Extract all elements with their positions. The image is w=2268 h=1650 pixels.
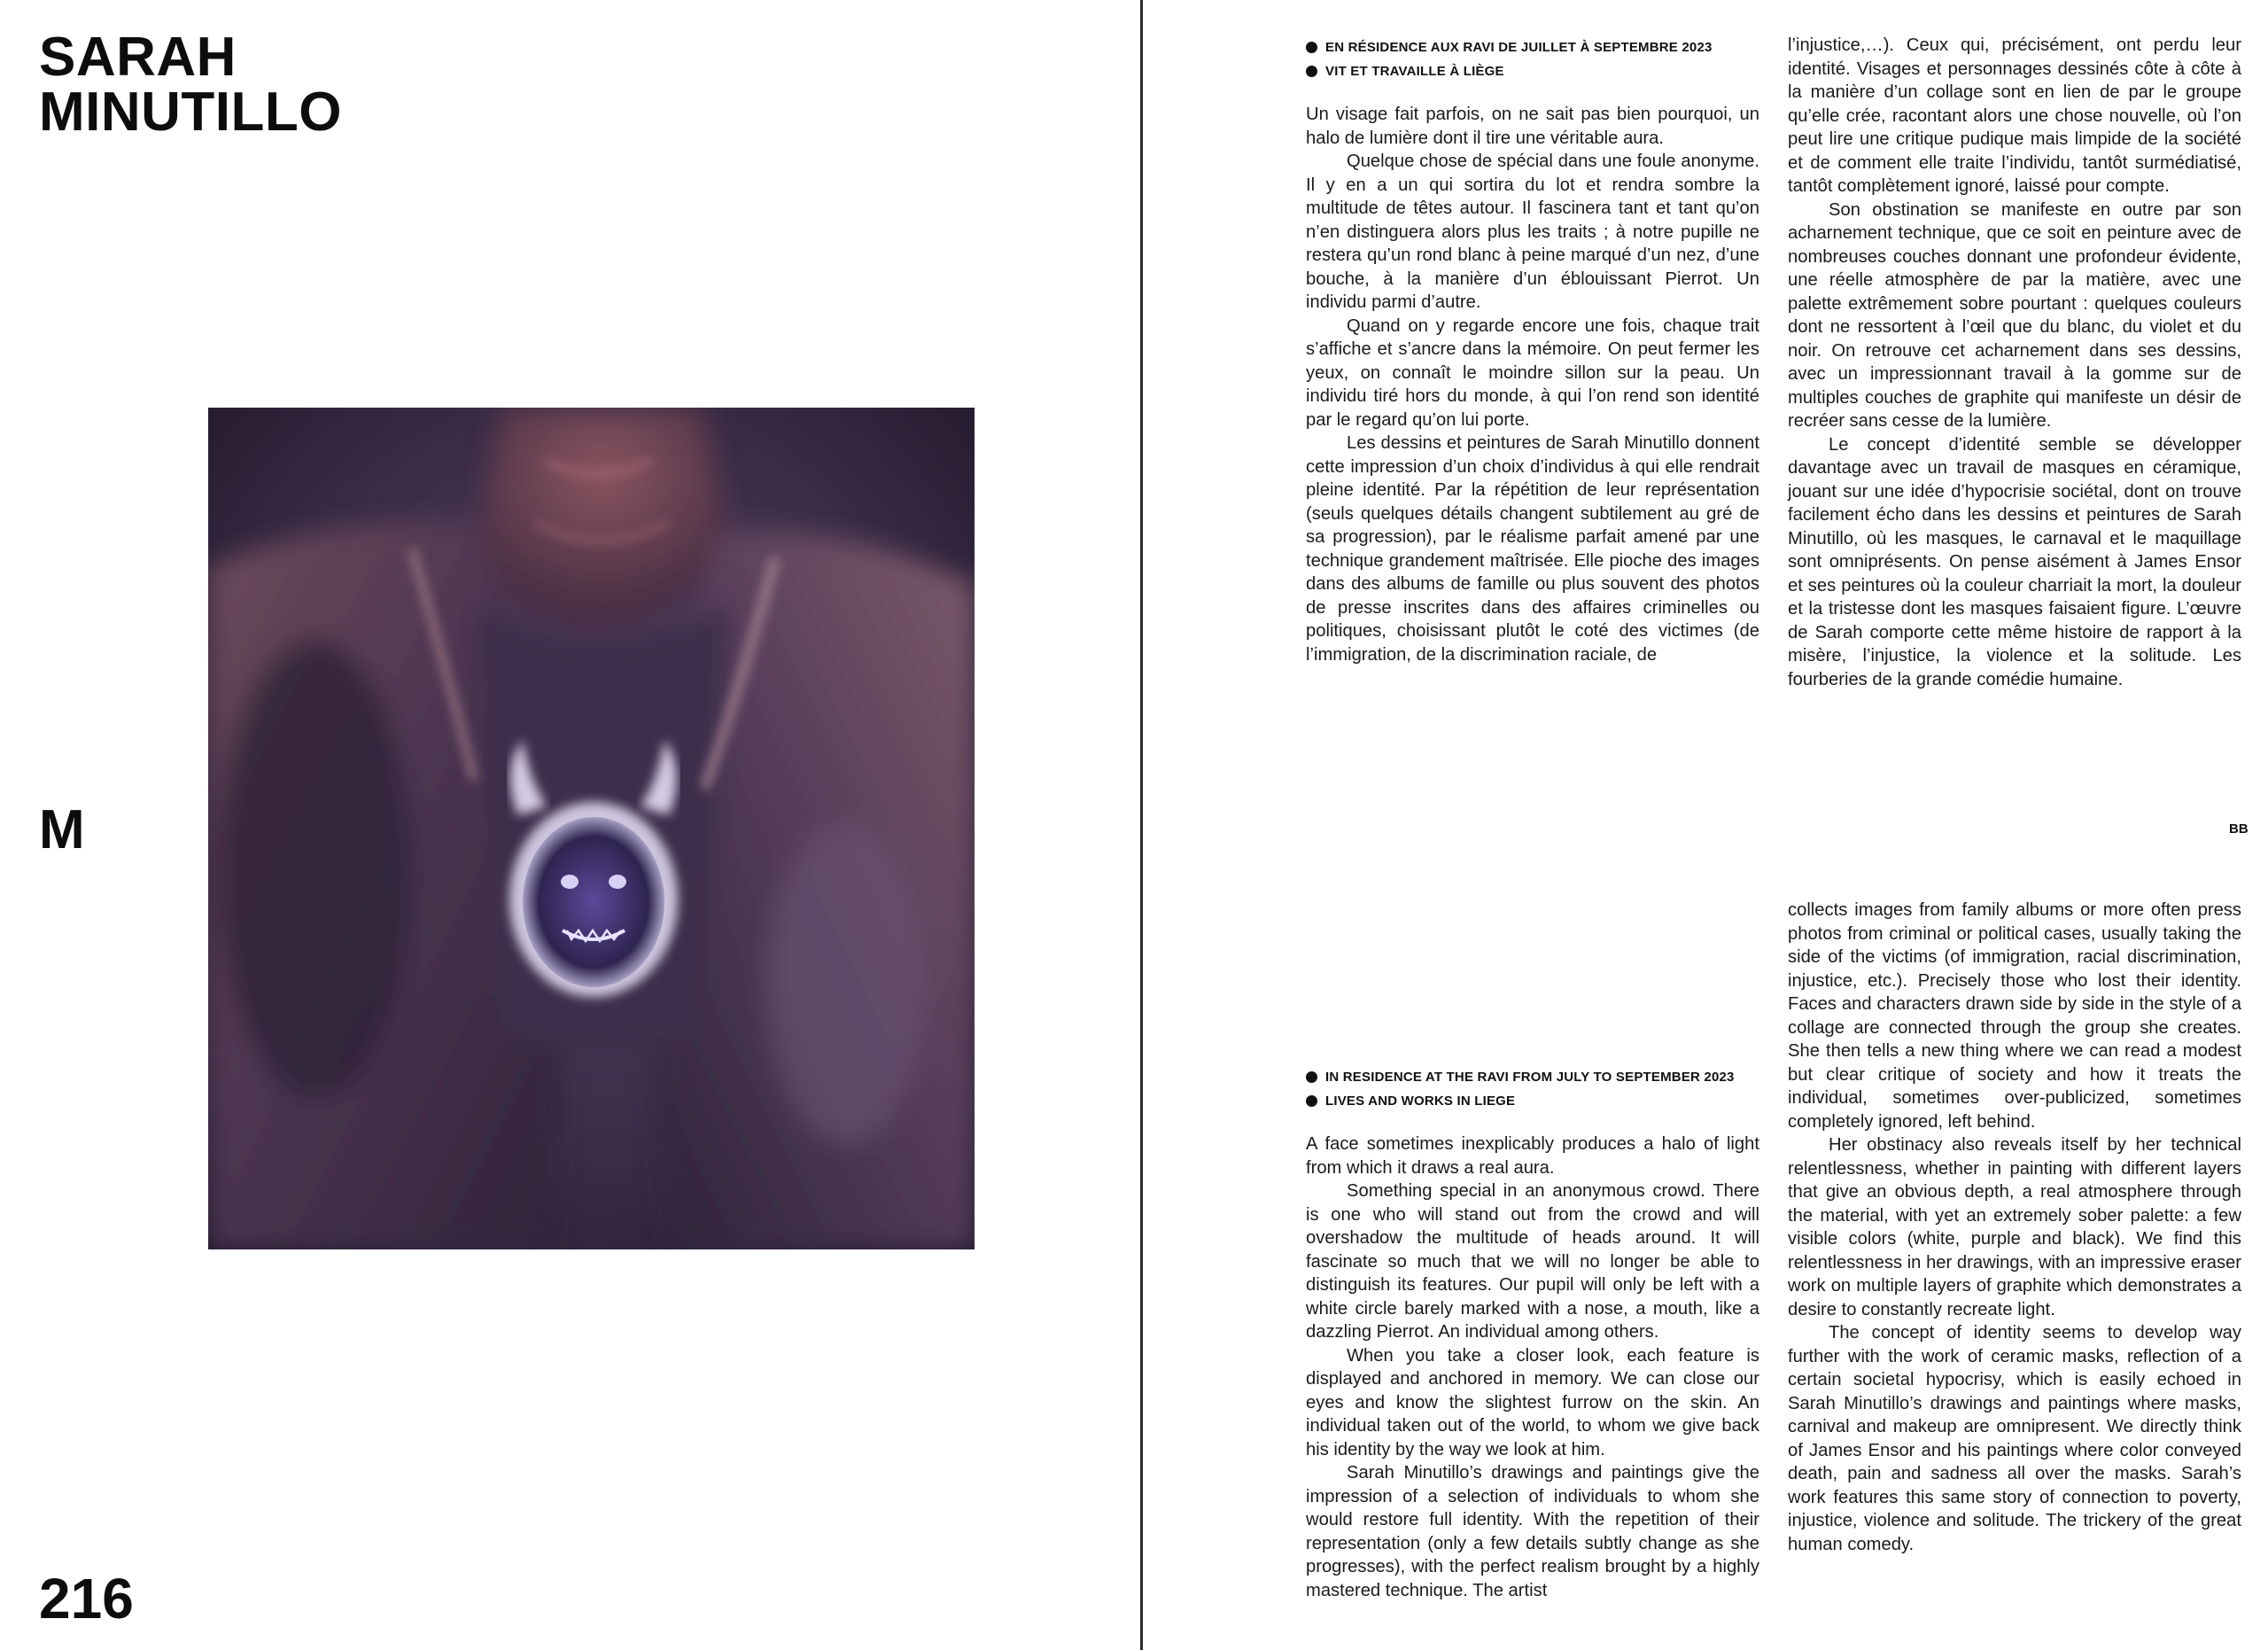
paragraph: Sarah Minutillo’s drawings and paintings give the impression of a selection of individuals to whom she would restore full identity. With the repetition of their representation (only a few details subtly change as she progresses), with the perfect realism brought by a highly mastered technique. The artist [1306,1463,1759,1600]
right-page [1143,0,2268,1650]
paragraph: Les dessins et peintures de Sarah Minutillo donnent cette impression d’un choix d’individus à qui elle rendrait pleine identité. Par la répétition de leur représentation (seuls quelques détails changent subtilement au gré de sa progression), par le réalisme parfait amené par une technique grandement maîtrisée. Elle pioche des images dans des albums de famille ou plus souvent des photos de presse inscrites dans des affaires criminelles ou politiques, choisissant plutôt le coté des victimes (de l’immigration, de la discrimination raciale, de [1306,433,1759,665]
bullet-dot-icon [1306,42,1317,53]
paragraph: Son obstination se manifeste en outre par son acharnement technique, que ce soit en peinture avec de nombreuses couches donnant une profondeur évidente, une réelle atmosphère de par la matière, avec une palette extrêmement sobre pourtant : quelques couleurs dont ne ressortent à l’œil que du blanc, du violet et du noir. On retrouve cet acharnement dans ses dessins, avec un impressionnant travail à la gomme sur de multiples couches de graphite qui manifeste un désir de recréer sans cesse de la lumière. [1788,199,2241,431]
paragraph: Quelque chose de spécial dans une foule anonyme. Il y en a un qui sortira du lot et rendra sombre la multitude de têtes autour. Il fascinera tant et tant qu’on n’en distinguera alors plus les traits ; à notre pupille ne restera qu’un rond blanc à peine marqué d’un nez, d’une bouche, à la manière d’un éblouissant Pierrot. Un individu parmi d’autre. [1306,152,1759,312]
section-letter: M [39,799,85,860]
paragraph: Le concept d’identité semble se développer davantage avec un travail de masques en céramique, jouant sur une idée d’hypocrisie sociétal, dont on trouve facilement écho dans les dessins et peintures de Sarah Minutillo, où les masques, le carnaval et le maquillage sont omniprésents. On pense aisément à James Ensor et ses peintures où la couleur charriait la mort, la douleur et la tristesse dont les masques faisaient figure. L’œuvre de Sarah comporte cette même histoire de rapport à la misère, l’injustice, la violence et la solitude. Les fourberies de la grande comédie humaine. [1788,434,2241,689]
paragraph: Un visage fait parfois, on ne sait pas bien pourquoi, un halo de lumière dont il tire une véritable aura. [1306,105,1759,148]
artwork-painting-figure-with-mask [208,408,975,1249]
meta-residence-en [1306,1065,1767,1089]
paragraph: When you take a closer look, each feature is displayed and anchored in memory. We can close our eyes and know the slightest furrow on the skin. An individual taken out of the world, to whom we give back his identity by the way we look at him. [1306,1345,1759,1459]
bullet-dot-icon [1306,66,1317,77]
paragraph: A face sometimes inexplicably produces a halo of light from which it draws a real aura. [1306,1134,1759,1178]
paragraph: Her obstinacy also reveals itself by her technical relentlessness, whether in painting with different layers that give an obvious depth, a real atmosphere through the material, with yet an extremely sober palette: a few visible colors (white, purple and black). We find this relentlessness in her drawings, with an impressive eraser work on multiple layers of graphite which demonstrates a desire to constantly recreate light. [1788,1135,2241,1319]
french-text-column-1 [1306,103,1759,666]
artwork-image [208,408,975,1249]
bullet-dot-icon [1306,1095,1317,1107]
french-meta-list [1306,35,1767,83]
meta-location-fr [1306,59,1767,83]
artist-name [39,27,342,143]
english-meta-list [1306,1065,1767,1113]
artist-name-line-1: SARAH [39,27,237,88]
meta-residence-fr [1306,35,1767,59]
meta-location-en [1306,1089,1767,1113]
meta-location-en-text: LIVES AND WORKS IN LIEGE [1325,1094,1516,1109]
paragraph: The concept of identity seems to develop way further with the work of ceramic masks, reflection of a certain societal hypocrisy, which is easily echoed in Sarah Minutillo’s drawings and paintings where masks, carnival and makeup are omnipresent. We directly think of James Ensor and his paintings where color conveyed death, pain and sadness all over the masks. Sarah’s work features this same story of connection to poverty, injustice, violence and solitude. The trickery of the great human comedy. [1788,1323,2241,1554]
artist-name-line-2: MINUTILLO [39,82,342,143]
paragraph: collects images from family albums or more often press photos from criminal or political cases, usually taking the side of the victims (of immigration, racial discrimination, injustice, etc.). Precisely those who lost their identity. Faces and characters drawn side by side in the style of a collage are connected through the group she creates. She then tells a new thing where we can read a modest but clear critique of society and how it treats the individual, sometimes over-publicized, sometimes completely ignored, left behind. [1788,900,2241,1132]
french-text-column-2 [1788,34,2241,691]
paragraph: l’injustice,…). Ceux qui, précisément, ont perdu leur identité. Visages et personnages dessinés côte à côte à la manière d’un collage sont en lien de par le groupe qu’elle crée, racontant alors une chose nouvelle, où l’on peut lire une critique pudique mais limpide de la société et de comment elle traite l’individu, tantôt surmédiatisé, tantôt complètement ignoré, laissé pour compte. [1788,35,2241,196]
paragraph: Something special in an anonymous crowd. There is one who will stand out from the crowd and will overshadow the multitude of heads around. It will fascinate so much that we will no longer be able to distinguish its features. Our pupil will only be left with a white circle barely marked with a nose, a mouth, like a dazzling Pierrot. An individual among others. [1306,1181,1759,1342]
english-text-column-2 [1788,899,2241,1556]
bullet-dot-icon [1306,1071,1317,1083]
meta-residence-en-text: IN RESIDENCE AT THE RAVI FROM JULY TO SEPTEMBER 2023 [1325,1070,1735,1085]
paragraph: Quand on y regarde encore une fois, chaque trait s’affiche et s’ancre dans la mémoire. On peut fermer les yeux, on connaît le moindre sillon sur la peau. Un individu tiré hors du monde, à qui l’on rend son identité par le regard qu’on lui porte. [1306,315,1759,430]
english-text-column-1 [1306,1132,1759,1602]
page-number: 216 [39,1567,134,1631]
author-signature: BB [2229,821,2249,837]
meta-residence-fr-text: EN RÉSIDENCE AUX RAVI DE JUILLET À SEPTEMBRE 2023 [1325,40,1713,55]
meta-location-fr-text: VIT ET TRAVAILLE À LIÈGE [1325,64,1504,79]
